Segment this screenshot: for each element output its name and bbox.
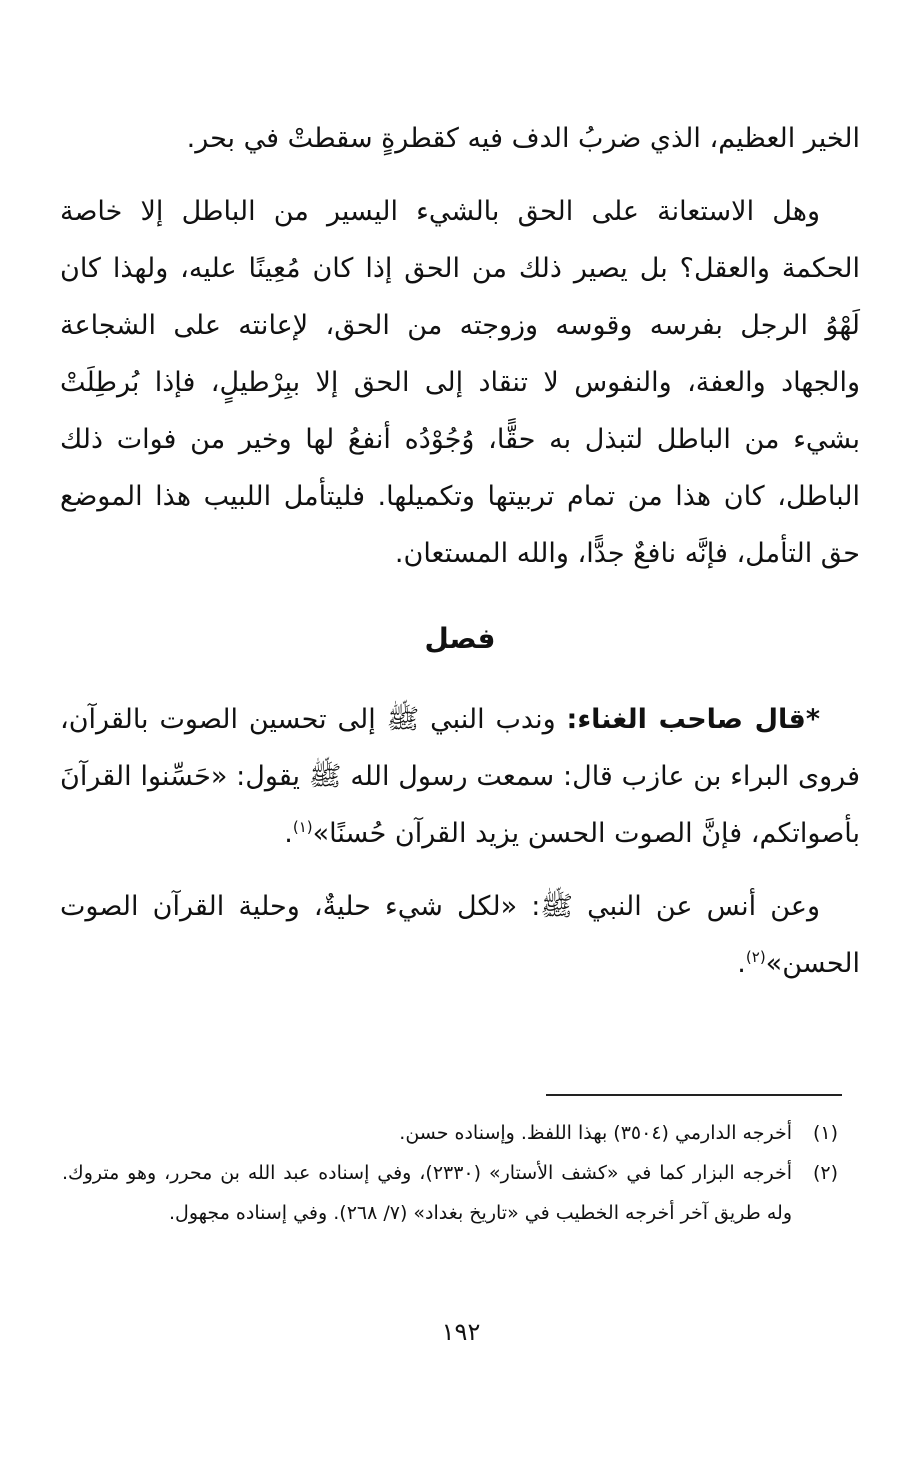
paragraph-4-text: وعن أنس عن النبي ﷺ: «لكل شيء حليةٌ، وحلية القرآن الصوت الحسن» xyxy=(60,891,860,979)
section-heading: فصل xyxy=(424,622,496,655)
main-text-block xyxy=(60,110,860,1008)
paragraph-3-lead: *قال صاحب الغناء: xyxy=(566,704,820,735)
footnote-2-number: (٢) xyxy=(812,1162,838,1184)
footnote-2 xyxy=(62,1153,838,1233)
footnote-1-text: أخرجه الدارمي (٣٥٠٤) بهذا اللفظ. وإسناده حسن. xyxy=(399,1122,792,1144)
paragraph-4-end: . xyxy=(737,948,746,979)
footnote-ref-2: (٢) xyxy=(745,948,766,966)
footnote-ref-1: (١) xyxy=(292,818,313,836)
paragraph-3-text: وندب النبي ﷺ إلى تحسين الصوت بالقرآن، فروى البراء بن عازب قال: سمعت رسول الله ﷺ يقول: «حَسِّنوا القرآنَ بأصواتكم، فإنَّ الصوت الحسن يزيد القرآن حُسنًا» xyxy=(60,704,860,849)
footnote-1 xyxy=(62,1113,838,1153)
paragraph-3 xyxy=(60,691,860,862)
footnotes-block xyxy=(62,1113,838,1233)
footnote-2-text: أخرجه البزار كما في «كشف الأستار» (٢٣٣٠)، وفي إسناده عبد الله بن محرر، وهو متروك. وله طريق آخر أخرجه الخطيب في «تاريخ بغداد» (٧/ ٢٦٨). وفي إسناده مجهول. xyxy=(62,1162,792,1224)
footnote-1-number: (١) xyxy=(812,1122,838,1144)
paragraph-1: الخير العظيم، الذي ضربُ الدف فيه كقطرةٍ سقطتْ في بحر. xyxy=(186,123,860,154)
paragraph-4 xyxy=(60,878,860,992)
page-number: ١٩٢ xyxy=(441,1318,481,1346)
paragraph-2: وهل الاستعانة على الحق بالشيء اليسير من الباطل إلا خاصة الحكمة والعقل؟ بل يصير ذلك من الحق إذا كان مُعِينًا عليه، ولهذا كان لَهْوُ الرجل بفرسه وقوسه وزوجته من الحق، لإعانته على الشجاعة والجهاد والعفة، والنفوس لا تنقاد إلى الحق إلا ببِرْطيلٍ، فإذا بُرطِلَتْ بشيء من الباطل لتبذل به حقًّا، وُجُوْدُه أنفعُ لها وخير من فوات ذلك الباطل، كان هذا من تمام تربيتها وتكميلها. فليتأمل اللبيب هذا الموضع حق التأمل، فإنَّه نافعٌ جدًّا، والله المستعان. xyxy=(60,196,860,569)
footnote-divider xyxy=(546,1094,842,1096)
paragraph-3-end: . xyxy=(284,818,293,849)
